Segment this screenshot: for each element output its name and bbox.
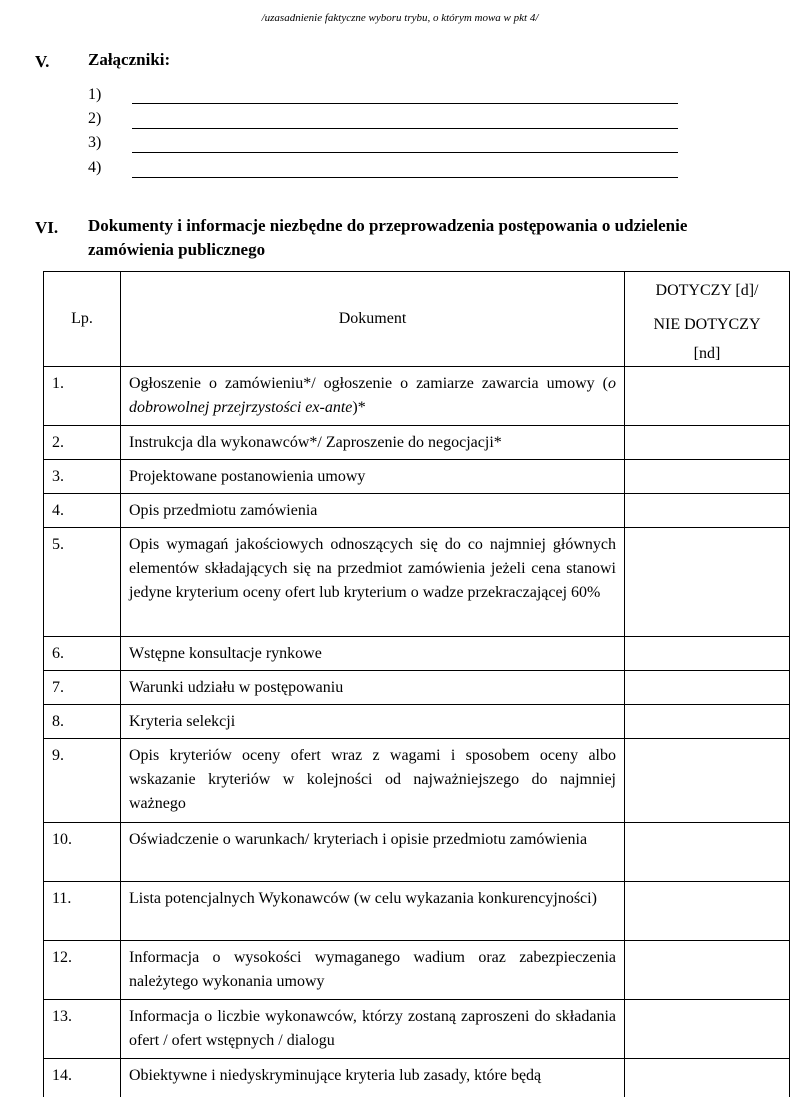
section-vi-title-line: Dokumenty i informacje niezbędne do przeprowadzenia postępowania o udzielenie xyxy=(88,216,688,235)
table-row xyxy=(44,941,790,1000)
row-applies-cell[interactable] xyxy=(625,528,790,637)
row-number: 8. xyxy=(44,705,121,739)
row-number: 1. xyxy=(44,367,121,426)
header-applies-line: NIE DOTYCZY xyxy=(653,316,761,333)
row-applies-cell[interactable] xyxy=(625,637,790,671)
row-document-text: Ogłoszenie o zamówieniu*/ ogłoszenie o zamiarze zawarcia umowy ( xyxy=(129,375,608,392)
row-applies-cell[interactable] xyxy=(625,941,790,1000)
row-applies-cell[interactable] xyxy=(625,1059,790,1097)
table-row xyxy=(44,1000,790,1059)
attachment-line xyxy=(132,103,678,104)
row-document: Informacja o liczbie wykonawców, którzy zostaną zaproszeni do składania ofert / ofert wstępnych / dialogu xyxy=(121,1000,625,1059)
table-row xyxy=(44,739,790,823)
table-row xyxy=(44,882,790,941)
row-document: Oświadczenie o warunkach/ kryteriach i opisie przedmiotu zamówienia xyxy=(121,823,625,882)
attachment-number: 3) xyxy=(88,134,102,151)
row-applies-cell[interactable] xyxy=(625,823,790,882)
row-document-italic: o dobrowolnej przejrzystości ex-ante xyxy=(129,375,616,416)
documents-table xyxy=(43,271,790,1097)
header-applies xyxy=(625,272,790,367)
row-applies-cell[interactable] xyxy=(625,367,790,426)
section-vi-title xyxy=(88,214,788,262)
row-number: 3. xyxy=(44,460,121,494)
justification-note: /uzasadnienie faktyczne wyboru trybu, o którym mowa w pkt 4/ xyxy=(261,12,539,24)
attachment-number: 4) xyxy=(88,159,102,176)
row-document: Informacja o wysokości wymaganego wadium oraz zabezpieczenia należytego wykonania umowy xyxy=(121,941,625,1000)
row-applies-cell[interactable] xyxy=(625,671,790,705)
row-number: 7. xyxy=(44,671,121,705)
row-applies-cell[interactable] xyxy=(625,494,790,528)
row-applies-cell[interactable] xyxy=(625,1000,790,1059)
table-header-row xyxy=(44,272,790,367)
table-row xyxy=(44,494,790,528)
row-document: Opis wymagań jakościowych odnoszących się do co najmniej głównych elementów składających się na przedmiot zamówienia jeżeli cena stanowi jedyne kryterium oceny ofert lub kryterium o wadze przekraczającej 60% xyxy=(121,528,625,637)
row-number: 13. xyxy=(44,1000,121,1059)
row-applies-cell[interactable] xyxy=(625,705,790,739)
row-document: Instrukcja dla wykonawców*/ Zaproszenie do negocjacji* xyxy=(121,426,625,460)
row-document: Opis kryteriów oceny ofert wraz z wagami i sposobem oceny albo wskazanie kryteriów w kolejności od najważniejszego do najmniej ważnego xyxy=(121,739,625,823)
table-row xyxy=(44,823,790,882)
row-number: 14. xyxy=(44,1059,121,1097)
table-row xyxy=(44,367,790,426)
row-applies-cell[interactable] xyxy=(625,426,790,460)
row-document: Projektowane postanowienia umowy xyxy=(121,460,625,494)
attachment-line xyxy=(132,128,678,129)
row-document: Kryteria selekcji xyxy=(121,705,625,739)
attachment-line xyxy=(132,152,678,153)
attachment-number: 1) xyxy=(88,86,102,103)
row-document: Obiektywne i niedyskryminujące kryteria lub zasady, które będą xyxy=(121,1059,625,1097)
attachment-line xyxy=(132,177,678,178)
section-vi-number: VI. xyxy=(35,218,59,237)
row-document: Warunki udziału w postępowaniu xyxy=(121,671,625,705)
row-number: 4. xyxy=(44,494,121,528)
row-document: Wstępne konsultacje rynkowe xyxy=(121,637,625,671)
table-row xyxy=(44,528,790,637)
header-lp: Lp. xyxy=(44,272,121,367)
section-v-title: Załączniki: xyxy=(88,50,171,69)
table-row xyxy=(44,705,790,739)
attachment-number: 2) xyxy=(88,110,102,127)
section-vi-title-line: zamówienia publicznego xyxy=(88,240,266,259)
row-number: 9. xyxy=(44,739,121,823)
row-number: 12. xyxy=(44,941,121,1000)
header-applies-line: DOTYCZY [d]/ xyxy=(655,282,759,299)
row-document: Lista potencjalnych Wykonawców (w celu wykazania konkurencyjności) xyxy=(121,882,625,941)
header-document: Dokument xyxy=(121,272,625,367)
table-row xyxy=(44,460,790,494)
row-number: 11. xyxy=(44,882,121,941)
header-applies-line: [nd] xyxy=(693,345,721,362)
row-document xyxy=(121,367,625,426)
row-document-text-end: )* xyxy=(352,399,366,416)
table-row xyxy=(44,426,790,460)
row-number: 6. xyxy=(44,637,121,671)
row-applies-cell[interactable] xyxy=(625,882,790,941)
row-applies-cell[interactable] xyxy=(625,460,790,494)
row-number: 10. xyxy=(44,823,121,882)
table-row xyxy=(44,637,790,671)
row-applies-cell[interactable] xyxy=(625,739,790,823)
table-row xyxy=(44,1059,790,1097)
section-v-number: V. xyxy=(35,52,50,71)
row-number: 5. xyxy=(44,528,121,637)
row-number: 2. xyxy=(44,426,121,460)
row-document: Opis przedmiotu zamówienia xyxy=(121,494,625,528)
table-row xyxy=(44,671,790,705)
